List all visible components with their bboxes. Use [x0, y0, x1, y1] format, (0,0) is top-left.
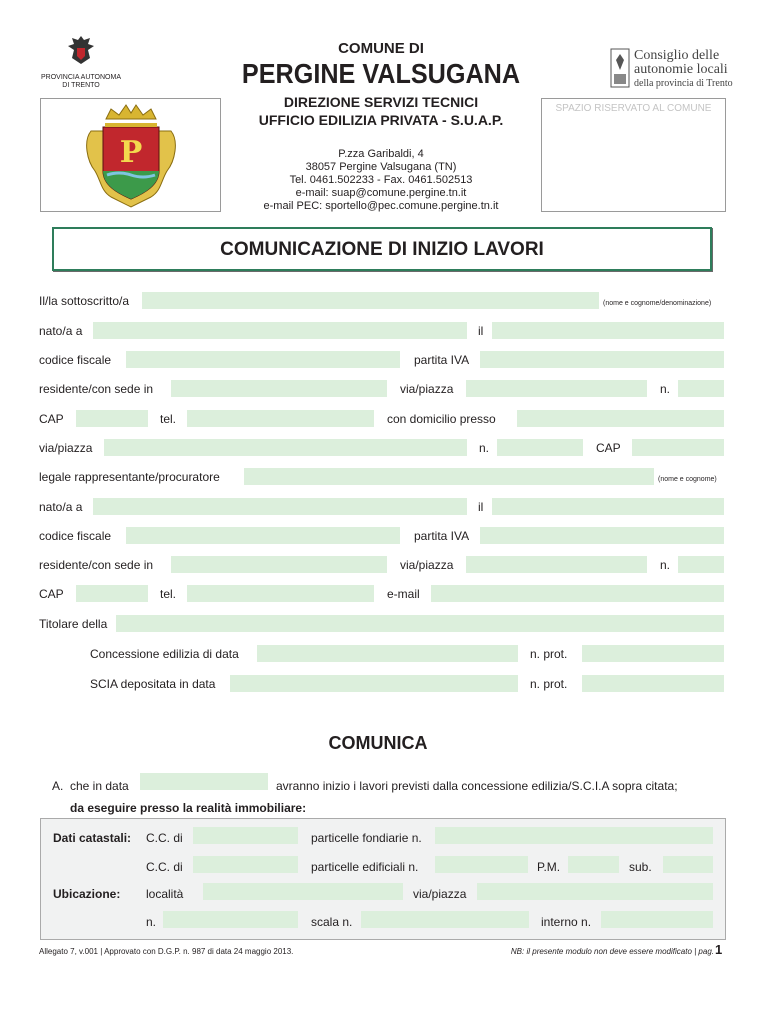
label-che-in-data: che in data	[70, 779, 129, 793]
field-n-prot-scia[interactable]	[582, 675, 724, 692]
label-codice-fiscale-legale: codice fiscale	[39, 529, 112, 543]
address-line-1: P.zza Garibaldi, 4	[338, 148, 424, 160]
phone-fax: Tel. 0461.502233 - Fax. 0461.502513	[289, 174, 473, 186]
label-tel: tel.	[160, 412, 177, 426]
footer-note: NB: il presente modulo non deve essere modificato | pag.	[510, 947, 714, 956]
label-cap-domicilio: CAP	[596, 441, 621, 455]
label-da-eseguire: da eseguire presso la realità immobiliare:	[70, 801, 307, 815]
label-residente-legale: residente/con sede in	[39, 558, 154, 572]
comunica-heading: COMUNICA	[328, 733, 428, 753]
field-particelle-edificiali[interactable]	[435, 856, 528, 873]
field-sottoscritto[interactable]	[142, 292, 599, 309]
label-numero: n.	[660, 382, 671, 396]
label-a: A.	[52, 779, 64, 793]
field-partita-iva[interactable]	[480, 351, 724, 368]
hint-nome-denominazione: (nome e cognome/denominazione)	[603, 300, 712, 307]
label-scala: scala n.	[311, 915, 353, 929]
label-n-prot-scia: n. prot.	[530, 677, 568, 691]
field-numero-legale[interactable]	[678, 556, 724, 573]
label-ubicazione: Ubicazione:	[53, 887, 121, 901]
label-tel-legale: tel.	[160, 587, 177, 601]
field-numero-domicilio[interactable]	[497, 439, 583, 456]
label-numero-domicilio: n.	[479, 441, 490, 455]
provincia-text-1: PROVINCIA AUTONOMA	[41, 74, 121, 81]
label-codice-fiscale: codice fiscale	[39, 353, 112, 367]
label-interno: interno n.	[541, 915, 592, 929]
label-concessione: Concessione edilizia di data	[90, 647, 239, 661]
provincia-logo	[40, 34, 122, 88]
consiglio-logo	[610, 48, 733, 92]
comune-di: COMUNE DI	[338, 40, 424, 57]
field-via-piazza-ubicazione[interactable]	[477, 883, 713, 900]
field-codice-fiscale-legale[interactable]	[126, 527, 400, 544]
label-dati-catastali: Dati catastali:	[53, 831, 132, 845]
label-nato-a-legale: nato/a a	[39, 500, 83, 514]
reserved-box	[541, 98, 726, 212]
field-interno[interactable]	[601, 911, 713, 928]
field-domicilio[interactable]	[517, 410, 724, 427]
label-nato-a: nato/a a	[39, 324, 83, 338]
label-localita: località	[146, 887, 184, 901]
field-cc-di-1[interactable]	[193, 827, 298, 844]
label-legale-rappresentante: legale rappresentante/procuratore	[39, 470, 220, 484]
field-localita[interactable]	[203, 883, 403, 900]
address-line-2: 38057 Pergine Valsugana (TN)	[305, 161, 457, 173]
footer-approval: Allegato 7, v.001 | Approvato con D.G.P. n. 987 di data 24 maggio 2013.	[39, 947, 294, 956]
field-nato-a[interactable]	[93, 322, 467, 339]
label-titolare: Titolare della	[39, 617, 108, 631]
field-cap-legale[interactable]	[76, 585, 148, 602]
label-partita-iva: partita IVA	[414, 353, 470, 367]
field-titolare[interactable]	[116, 615, 724, 632]
department: DIREZIONE SERVIZI TECNICI	[283, 94, 479, 110]
office: UFFICIO EDILIZIA PRIVATA - S.U.A.P.	[258, 112, 504, 128]
label-via-piazza-legale: via/piazza	[400, 558, 454, 572]
dati-catastali-box	[40, 818, 726, 940]
field-data-nascita-legale[interactable]	[492, 498, 724, 515]
label-sub: sub.	[629, 860, 652, 874]
label-avranno-inizio: avranno inizio i lavori previsti dalla concessione edilizia/S.C.I.A sopra citata;	[276, 779, 678, 793]
label-email: e-mail	[387, 587, 420, 601]
label-cc-di-1: C.C. di	[146, 831, 183, 845]
page-number: 1	[715, 942, 723, 957]
hint-nome-cognome: (nome e cognome)	[658, 476, 717, 483]
consiglio-text-1: Consiglio delle	[634, 48, 720, 63]
field-n-ubicazione[interactable]	[163, 911, 298, 928]
provincia-text-2: DI TRENTO	[62, 82, 100, 89]
field-residente[interactable]	[171, 380, 387, 397]
consiglio-text-2: autonomie locali	[634, 62, 728, 77]
field-cap-domicilio[interactable]	[632, 439, 724, 456]
form-title-box	[52, 227, 712, 271]
field-pm[interactable]	[568, 856, 619, 873]
field-scia-data[interactable]	[230, 675, 518, 692]
label-partita-iva-legale: partita IVA	[414, 529, 470, 543]
field-n-prot-concessione[interactable]	[582, 645, 724, 662]
field-partita-iva-legale[interactable]	[480, 527, 724, 544]
label-cap-legale: CAP	[39, 587, 64, 601]
label-pm: P.M.	[537, 860, 561, 874]
label-sottoscritto: Il/la sottoscritto/a	[39, 294, 130, 308]
eagle-crest-icon	[66, 34, 96, 68]
email-address: e-mail: suap@comune.pergine.tn.it	[295, 187, 467, 199]
label-residente: residente/con sede in	[39, 382, 154, 396]
field-via-piazza[interactable]	[466, 380, 647, 397]
label-particelle-edificiali: particelle edificiali n.	[311, 860, 419, 874]
field-via-piazza-domicilio[interactable]	[104, 439, 467, 456]
label-scia: SCIA depositata in data	[90, 677, 216, 691]
label-n-prot-concessione: n. prot.	[530, 647, 568, 661]
field-data-inizio[interactable]	[140, 773, 268, 790]
label-n-ubicazione: n.	[146, 915, 157, 929]
label-particelle-fondiarie: particelle fondiarie n.	[311, 831, 422, 845]
field-codice-fiscale[interactable]	[126, 351, 400, 368]
city-title: PERGINE VALSUGANA	[241, 58, 521, 89]
comune-crest-box	[40, 98, 221, 212]
field-nato-a-legale[interactable]	[93, 498, 467, 515]
field-tel-legale[interactable]	[187, 585, 374, 602]
field-scala[interactable]	[361, 911, 529, 928]
field-particelle-fondiarie[interactable]	[435, 827, 713, 844]
pec-address: e-mail PEC: sportello@pec.comune.pergine.tn.it	[263, 200, 499, 212]
label-via-piazza-domicilio: via/piazza	[39, 441, 93, 455]
field-numero[interactable]	[678, 380, 724, 397]
label-via-piazza: via/piazza	[400, 382, 454, 396]
label-il-legale: il	[478, 500, 484, 514]
label-cap: CAP	[39, 412, 64, 426]
field-data-nascita[interactable]	[492, 322, 724, 339]
field-email[interactable]	[431, 585, 724, 602]
reserved-label: SPAZIO RISERVATO AL COMUNE	[555, 103, 712, 114]
label-domicilio: con domicilio presso	[387, 412, 496, 426]
field-concessione-data[interactable]	[257, 645, 518, 662]
crest-letter: P	[119, 135, 143, 170]
field-cap[interactable]	[76, 410, 148, 427]
consiglio-text-3: della provincia di Trento	[634, 78, 733, 89]
consiglio-emblem-icon	[610, 48, 630, 88]
field-tel[interactable]	[187, 410, 374, 427]
field-via-piazza-legale[interactable]	[466, 556, 647, 573]
label-il: il	[478, 324, 484, 338]
field-cc-di-2[interactable]	[193, 856, 298, 873]
field-sub[interactable]	[663, 856, 713, 873]
form-title: COMUNICAZIONE DI INIZIO LAVORI	[220, 239, 544, 260]
label-numero-legale: n.	[660, 558, 671, 572]
field-legale-rappresentante[interactable]	[244, 468, 654, 485]
label-cc-di-2: C.C. di	[146, 860, 183, 874]
label-via-piazza-ubicazione: via/piazza	[413, 887, 467, 901]
field-residente-legale[interactable]	[171, 556, 387, 573]
